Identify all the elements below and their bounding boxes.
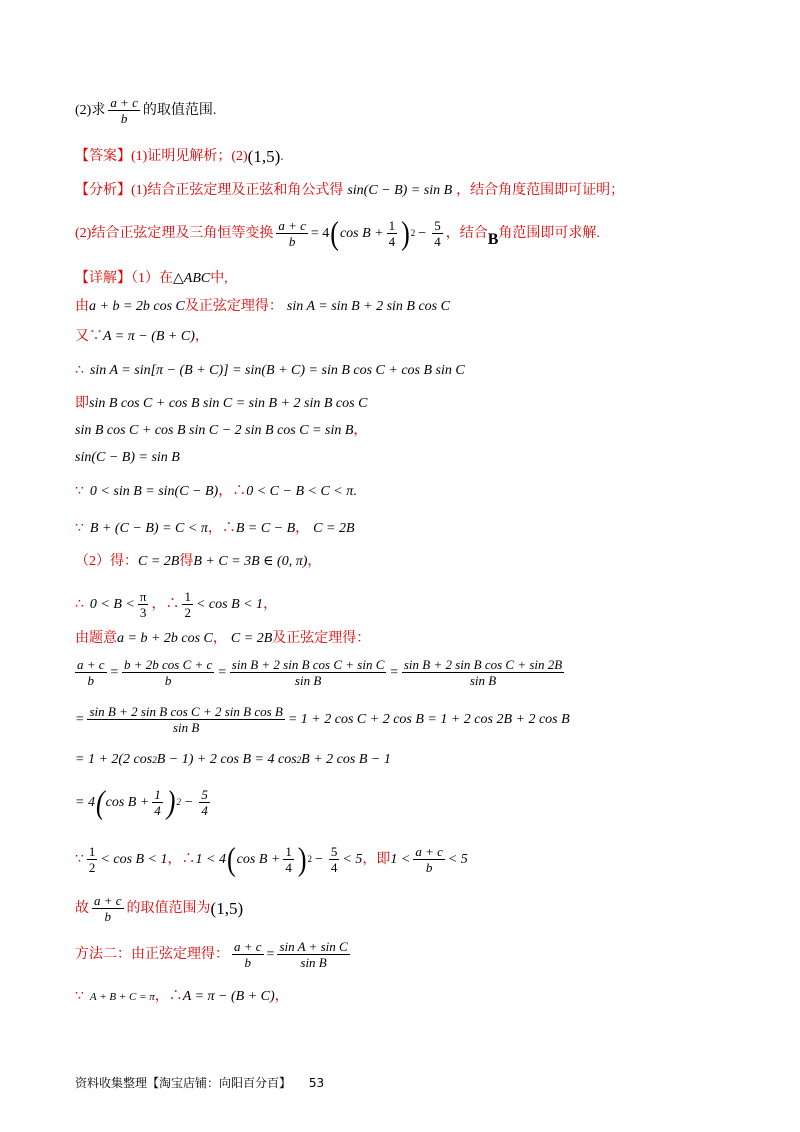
- answer-line: 【答案】(1)证明见解析；(2) (1,5) .: [75, 147, 284, 166]
- page-number: 53: [308, 1076, 325, 1090]
- analysis-line-1: 【分析】(1)结合正弦定理及正弦和角公式得 sin(C − B) = sin B ，结合角度范围即可证明；: [75, 183, 625, 198]
- detail-line-8: ∵ 0 < sin B = sin(C − B) ，∴ 0 < C − B < C < π .: [75, 484, 357, 499]
- question-2: [75, 96, 216, 125]
- detail-line-7: sin(C − B) = sin B: [75, 450, 180, 465]
- page-footer: [75, 1074, 324, 1091]
- analysis-fraction: $\frac{a + c}{b}$: [278, 218, 306, 249]
- equation-3: = 1 + 2(2 cos 2 B − 1) + 2 cos B = 4 cos 2 B + 2 cos B − 1: [75, 752, 391, 767]
- analysis-label: 【分析】(1)结合正弦定理及正弦和角公式得: [75, 183, 344, 198]
- q2-suffix: 的取值范围.: [142, 102, 217, 118]
- equation-2: = $\frac{\text{sin B + 2 sin B cos C + 2 sin B cos B}}{\text{sin B}}$ = 1 + 2 cos C + 2 cos B = 1 + 2 cos 2B + 2 cos B: [75, 704, 570, 735]
- equation-4: = 4 ( cos B + $\frac{1}{4}$ ) 2 − $\frac{5}{4}$: [75, 783, 208, 820]
- result-line: 故 $\frac{a + c}{b}$ 的取值范围为 (1,5): [75, 893, 244, 924]
- detail-line-5: 即 sin B cos C + cos B sin C = sin B + 2 sin B cos C: [75, 396, 368, 411]
- answer-label: 【答案】(1)证明见解析；(2): [75, 148, 248, 164]
- detail-line-4: ∴ sin A = sin[π − (B + C)] = sin(B + C) = sin B cos C + cos B sin C: [75, 363, 465, 378]
- analysis-formula-1: sin(C − B) = sin B: [347, 183, 453, 198]
- detail-part2-line-3: 由题意 a = b + 2b cos C ， C = 2B 及正弦定理得：: [75, 631, 371, 646]
- conclusion-line: ∵ $\frac{1}{2}$ < cos B < 1 ，∴ 1 < 4 ( cos B + $\frac{1}{4}$ ) 2 − $\frac{5}{4}$ < 5 ，即 1 < $\frac{a + c}{b}$ < 5: [75, 840, 468, 877]
- answer-value: (1,5): [247, 147, 281, 166]
- detail-line-3: 又∵ A = π − (B + C) ，: [75, 329, 209, 344]
- method-2-line: 方法二：由正弦定理得： $\frac{a + c}{b}$ = $\frac{\text{sin A + sin C}}{\text{sin B}}$: [75, 939, 348, 970]
- method-2-label: 方法二：由正弦定理得：: [75, 946, 229, 962]
- method-2-line-2: ∵ A + B + C = π ，∴ A = π − (B + C) ，: [75, 989, 289, 1004]
- analysis-line-2: (2)结合正弦定理及三角恒等变换 $\frac{a + c}{b}$ = 4 ( cos B + $\frac{1}{4}$ ) 2 − $\frac{5}{4}$ ，结合 B 角范围即可求解.: [75, 214, 600, 251]
- detail-line-1: 【详解】（1）在 △ABC 中,: [75, 271, 228, 286]
- detail-part2-line-1: （2）得： C = 2B 得 B + C = 3B ∈ (0, π) ，: [75, 554, 322, 569]
- detail-line-2: 由 a + b = 2b cos C 及正弦定理得： sin A = sin B + 2 sin B cos C: [75, 299, 450, 314]
- detail-label: 【详解】（1）在: [75, 271, 173, 286]
- detail-line-9: ∵ B + (C − B) = C < π ，∴ B = C − B ， C = 2B: [75, 521, 355, 536]
- equation-1: $\frac{a + c}{b}$ = $\frac{\text{b + 2b cos C + c}}{b}$ = $\frac{\text{sin B + 2 sin B cos C + sin C}}{\text{sin B}}$ = $\frac{\text{sin B + 2 sin B cos C + sin 2B}}{\text{sin B}}$: [77, 657, 563, 688]
- result-value: (1,5): [210, 899, 244, 918]
- q2-prefix: (2)求: [75, 102, 106, 118]
- detail-part2-line-2: ∴ 0 < B < $\frac{\pi}{3}$ ，∴ $\frac{1}{2}$ < cos B < 1 ，: [75, 589, 278, 620]
- q2-fraction: $\frac{a + c}{b}$: [110, 95, 138, 126]
- footer-text: 资料收集整理【淘宝店铺：向阳百分百】: [75, 1076, 292, 1090]
- analysis-angle-b: B: [487, 230, 499, 248]
- detail-line-6: sin B cos C + cos B sin C − 2 sin B cos C = sin B ，: [75, 423, 368, 438]
